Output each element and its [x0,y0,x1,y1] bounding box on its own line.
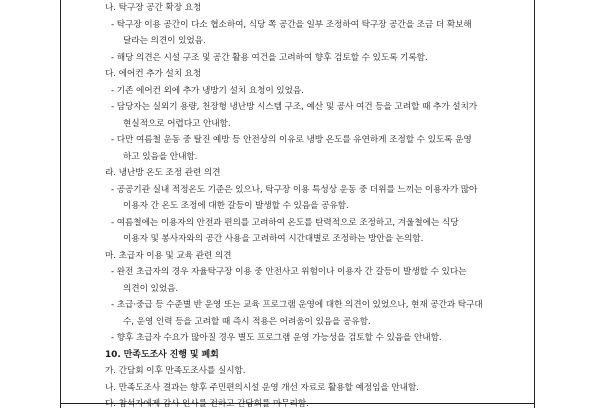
subsection-item: 나. 만족도조사 결과는 향후 주민편의시설 운영 개선 자료로 활용할 예정임을 안내함. [105,382,419,393]
body-line: - 담당자는 실외기 용량, 천장형 냉난방 시스템 구조, 예산 및 공사 여건 등을 고려할 때 추가 설치가 [111,102,478,112]
subsection-item: 다. 에어컨 추가 설치 요청 [105,69,202,79]
body-line: - 초급·중급 등 수준별 반 운영 또는 교육 프로그램 운영에 대한 의견이 있었으나, 현재 공간과 탁구대 [111,300,483,310]
subsection-item: 나. 탁구장 공간 확장 요청 [105,3,202,13]
body-line: - 공공기관 실내 적정온도 기준은 있으나, 탁구장 이용 특성상 운동 중 더위를 느끼는 이용자가 많아 [111,184,478,195]
body-line: 달라는 의견이 있었음. [123,36,206,46]
body-line: 현실적으로 어렵다고 안내함. [123,118,231,129]
minutes-body [105,0,530,413]
body-line: - 여름철에는 이용자의 안전과 편의를 고려하여 온도를 탄력적으로 조정하고, 겨울철에는 식당 [111,217,459,228]
section-heading: 10. 만족도조사 진행 및 폐회 [105,349,219,360]
body-line: - 다만 여름철 운동 중 탈진 예방 등 안전상의 이유로 냉방 온도를 유연하게 조정할 수 있도록 운영 [111,135,472,145]
body-line: 이용자 및 봉사자와의 공간 사용을 고려하여 시간대별로 조정하는 방안을 논의함. [123,234,424,244]
body-line: 하고 있음을 안내함. [123,151,198,162]
body-line: 의견이 있었음. [123,283,179,294]
body-line: 수, 운영 인력 등을 고려할 때 즉시 적용은 어려움이 있음을 공유함. [123,316,371,327]
body-line: - 완전 초급자의 경우 자율탁구장 이용 중 안전사고 위험이나 이용자 간 갈등이 발생할 수 있다는 [111,267,467,277]
body-line: 이용자 간 온도 조정에 대한 갈등이 발생할 수 있음을 공유함. [123,201,349,211]
body-line: - 해당 의견은 시설 구조 및 공간 활용 여건을 고려하여 향후 검토할 수 있도록 기록함. [111,52,428,63]
body-line: - 향후 초급자 수요가 많아질 경우 별도 프로그램 운영 가능성을 검토할 수 있음을 안내함. [111,333,442,343]
subsection-item: 다. 참석자에게 감사 인사를 전하고 간담회를 마무리함. [105,399,309,409]
subsection-item: 가. 간담회 이후 만족도조사를 실시함. [105,366,246,376]
subsection-item: 마. 초급자 이용 및 교육 관련 의견 [105,250,232,261]
body-line: - 탁구장 이용 공간이 다소 협소하여, 식당 쪽 공간을 일부 조정하여 탁구장 공간을 조금 더 확보해 [111,19,472,30]
subsection-item: 라. 냉난방 온도 조정 관련 의견 [105,168,221,178]
body-line: - 기존 에어컨 외에 추가 냉방기 설치 요청이 있었음. [111,85,304,96]
